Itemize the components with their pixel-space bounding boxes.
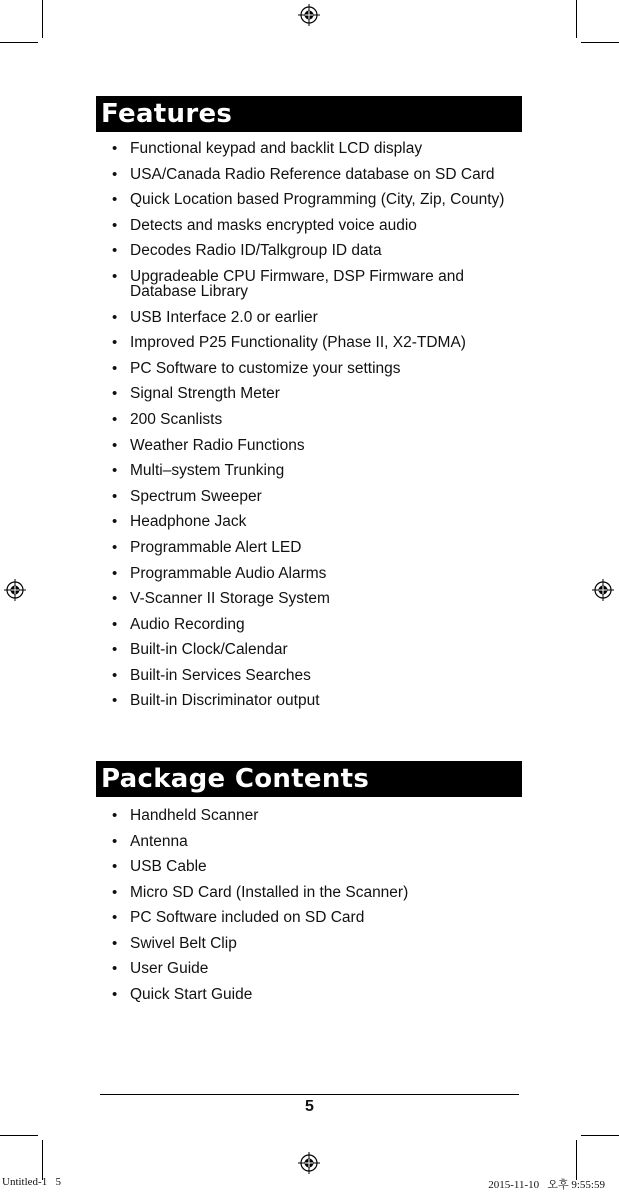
list-item: • Quick Location based Programming (City, Zip, County) [110,192,522,207]
page-number: 5 [305,1098,314,1115]
list-item: • 200 Scanlists [110,412,522,427]
registration-mark-icon [298,4,320,26]
list-item: • Programmable Audio Alarms [110,566,522,581]
crop-mark [0,1135,38,1136]
list-item: • USB Cable [110,859,522,874]
crop-mark [576,1140,577,1180]
list-item: • Multi–system Trunking [110,463,522,478]
crop-mark [581,1135,619,1136]
crop-mark [0,42,38,43]
list-item: • Built-in Clock/Calendar [110,642,522,657]
list-item: • Built-in Services Searches [110,668,522,683]
list-item: • Programmable Alert LED [110,540,522,555]
footer-rule [100,1094,519,1095]
list-item: • USB Interface 2.0 or earlier [110,310,522,325]
crop-mark [42,0,43,38]
package-contents-list [110,808,522,1012]
list-item: • Handheld Scanner [110,808,522,823]
list-item: • Built-in Discriminator output [110,693,522,708]
registration-mark-icon [298,1152,320,1174]
list-item: • User Guide [110,961,522,976]
list-item: • PC Software to customize your settings [110,361,522,376]
list-item: • Detects and masks encrypted voice audio [110,218,522,233]
package-contents-heading: Package Contents [96,761,522,797]
features-list [110,141,522,719]
slug-left: Untitled-1 5 [2,1176,61,1188]
list-item: • PC Software included on SD Card [110,910,522,925]
crop-mark [42,1140,43,1180]
crop-mark [581,42,619,43]
list-item: • Antenna [110,834,522,849]
list-item: • Micro SD Card (Installed in the Scanner) [110,885,522,900]
list-item: • Quick Start Guide [110,987,522,1002]
list-item: • Decodes Radio ID/Talkgroup ID data [110,243,522,258]
list-item: • Signal Strength Meter [110,386,522,401]
list-item: • Upgradeable CPU Firmware, DSP Firmware and Database Library [110,269,522,299]
list-item: • Weather Radio Functions [110,438,522,453]
list-item: • Improved P25 Functionality (Phase II, X2-TDMA) [110,335,522,350]
list-item: • Functional keypad and backlit LCD display [110,141,522,156]
list-item: • Swivel Belt Clip [110,936,522,951]
registration-mark-icon [4,579,26,601]
list-item: • V-Scanner II Storage System [110,591,522,606]
list-item: • Headphone Jack [110,514,522,529]
registration-mark-icon [592,579,614,601]
list-item: • Audio Recording [110,617,522,632]
list-item: • USA/Canada Radio Reference database on SD Card [110,167,522,182]
features-heading: Features [96,96,522,132]
slug-right: 2015-11-10 오후 9:55:59 [488,1179,605,1191]
list-item: • Spectrum Sweeper [110,489,522,504]
crop-mark [576,0,577,38]
